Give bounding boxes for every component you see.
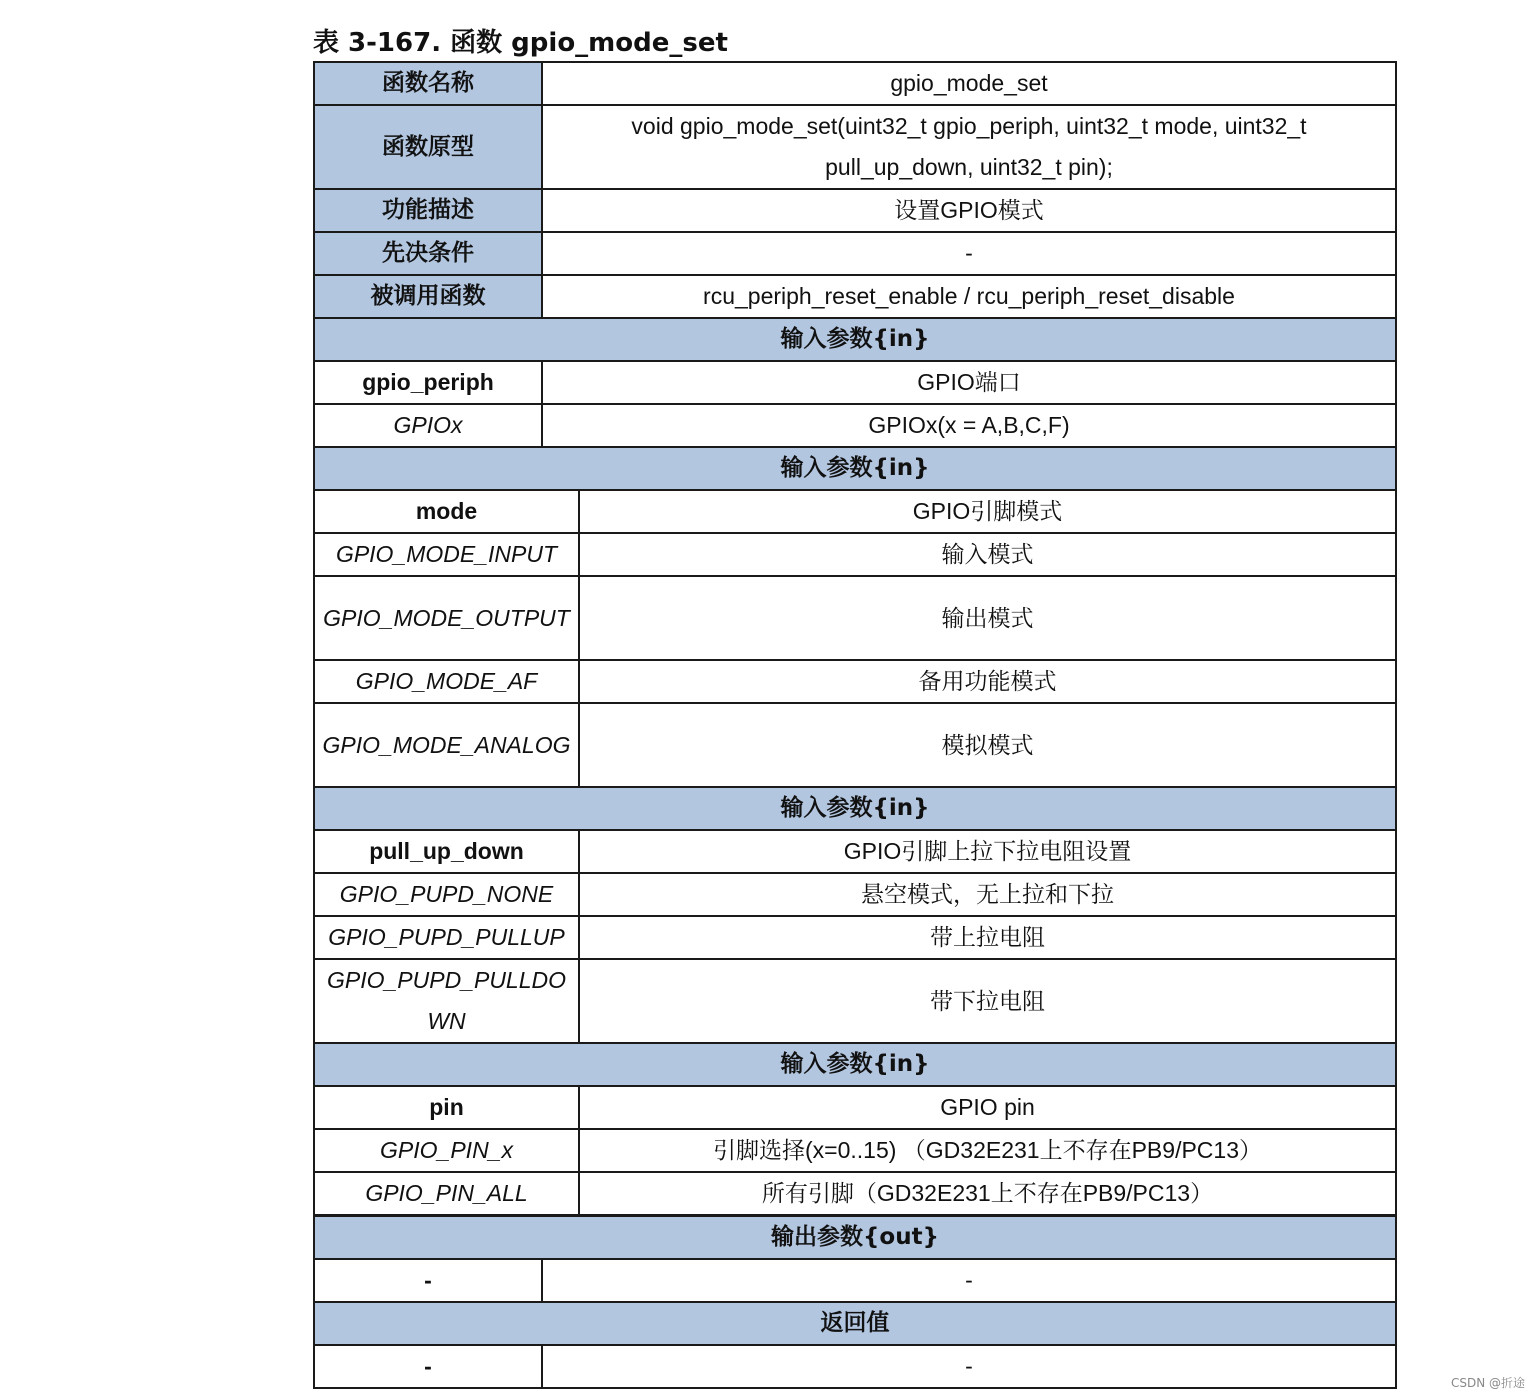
output-desc: - (542, 1259, 1396, 1302)
param-value-name: GPIO_PIN_ALL (314, 1172, 579, 1215)
param-value-name: GPIO_PUPD_PULLUP (314, 916, 579, 959)
table-row (314, 62, 1396, 105)
table-row (314, 1259, 1396, 1302)
function-info-table (313, 61, 1397, 491)
param-value-desc: 带上拉电阻 (579, 916, 1396, 959)
watermark: CSDN @折途 (1450, 1376, 1525, 1390)
param-value-desc: 输出模式 (579, 576, 1396, 660)
table-row (314, 873, 1396, 916)
table-row (314, 830, 1396, 873)
params-section (313, 489, 1395, 1216)
return-desc: - (542, 1345, 1396, 1388)
param-value-name: GPIO_MODE_AF (314, 660, 579, 703)
param-name: mode (314, 490, 579, 533)
param-value-desc: 模拟模式 (579, 703, 1396, 787)
label-function-prototype: 函数原型 (314, 105, 542, 189)
table-row (314, 404, 1396, 447)
table-row (314, 916, 1396, 959)
function-info-section (313, 61, 1395, 491)
value-function-prototype: void gpio_mode_set(uint32_t gpio_periph, uint32_t mode, uint32_t pull_up_down, uint32_t pin); (542, 105, 1396, 189)
label-precondition: 先决条件 (314, 232, 542, 275)
section-header-return: 返回值 (314, 1302, 1396, 1345)
section-header-input: 输入参数{in} (314, 1043, 1396, 1086)
section-header-output: 输出参数{out} (314, 1216, 1396, 1259)
param-desc: GPIO pin (579, 1086, 1396, 1129)
param-value-name: GPIO_PIN_x (314, 1129, 579, 1172)
param-name: pin (314, 1086, 579, 1129)
table-row (314, 576, 1396, 660)
table-row (314, 1216, 1396, 1259)
section-header-input: 输入参数{in} (314, 318, 1396, 361)
table-row (314, 275, 1396, 318)
param-name: gpio_periph (314, 361, 542, 404)
table-row (314, 1043, 1396, 1086)
output-section (313, 1215, 1395, 1389)
param-value-desc: 输入模式 (579, 533, 1396, 576)
param-value-name: GPIO_MODE_OUTPUT (314, 576, 579, 660)
table-row (314, 1345, 1396, 1388)
section-header-input: 输入参数{in} (314, 447, 1396, 490)
param-desc: GPIO引脚模式 (579, 490, 1396, 533)
value-function-description: 设置GPIO模式 (542, 189, 1396, 232)
value-precondition: - (542, 232, 1396, 275)
table-row (314, 490, 1396, 533)
param-value-desc: 所有引脚（GD32E231上不存在PB9/PC13） (579, 1172, 1396, 1215)
table-row (314, 105, 1396, 189)
param-value-name: GPIO_PUPD_PULLDOWN (314, 959, 579, 1043)
param-name: pull_up_down (314, 830, 579, 873)
label-function-description: 功能描述 (314, 189, 542, 232)
table-row (314, 1086, 1396, 1129)
value-called-functions: rcu_periph_reset_enable / rcu_periph_reset_disable (542, 275, 1396, 318)
table-row (314, 787, 1396, 830)
param-value-desc: 备用功能模式 (579, 660, 1396, 703)
table-row (314, 533, 1396, 576)
section-header-input: 输入参数{in} (314, 787, 1396, 830)
table-row (314, 232, 1396, 275)
value-function-name: gpio_mode_set (542, 62, 1396, 105)
table-row (314, 959, 1396, 1043)
param-value-desc: 带下拉电阻 (579, 959, 1396, 1043)
output-table (313, 1215, 1397, 1389)
table-row (314, 447, 1396, 490)
label-called-functions: 被调用函数 (314, 275, 542, 318)
params-table (313, 489, 1397, 1216)
param-value-desc: 引脚选择(x=0..15) （GD32E231上不存在PB9/PC13） (579, 1129, 1396, 1172)
table-row (314, 318, 1396, 361)
param-desc: GPIO引脚上拉下拉电阻设置 (579, 830, 1396, 873)
param-value-name: GPIOx (314, 404, 542, 447)
table-row (314, 660, 1396, 703)
return-name: - (314, 1345, 542, 1388)
output-name: - (314, 1259, 542, 1302)
table-row (314, 1129, 1396, 1172)
param-value-name: GPIO_PUPD_NONE (314, 873, 579, 916)
table-row (314, 361, 1396, 404)
param-value-desc: 悬空模式，无上拉和下拉 (579, 873, 1396, 916)
param-value-name: GPIO_MODE_ANALOG (314, 703, 579, 787)
param-desc: GPIO端口 (542, 361, 1396, 404)
table-caption: 表 3-167. 函数 gpio_mode_set (313, 28, 728, 58)
label-function-name: 函数名称 (314, 62, 542, 105)
table-row (314, 703, 1396, 787)
param-value-name: GPIO_MODE_INPUT (314, 533, 579, 576)
param-value-desc: GPIOx(x = A,B,C,F) (542, 404, 1396, 447)
table-row (314, 1302, 1396, 1345)
table-row (314, 1172, 1396, 1215)
table-row (314, 189, 1396, 232)
